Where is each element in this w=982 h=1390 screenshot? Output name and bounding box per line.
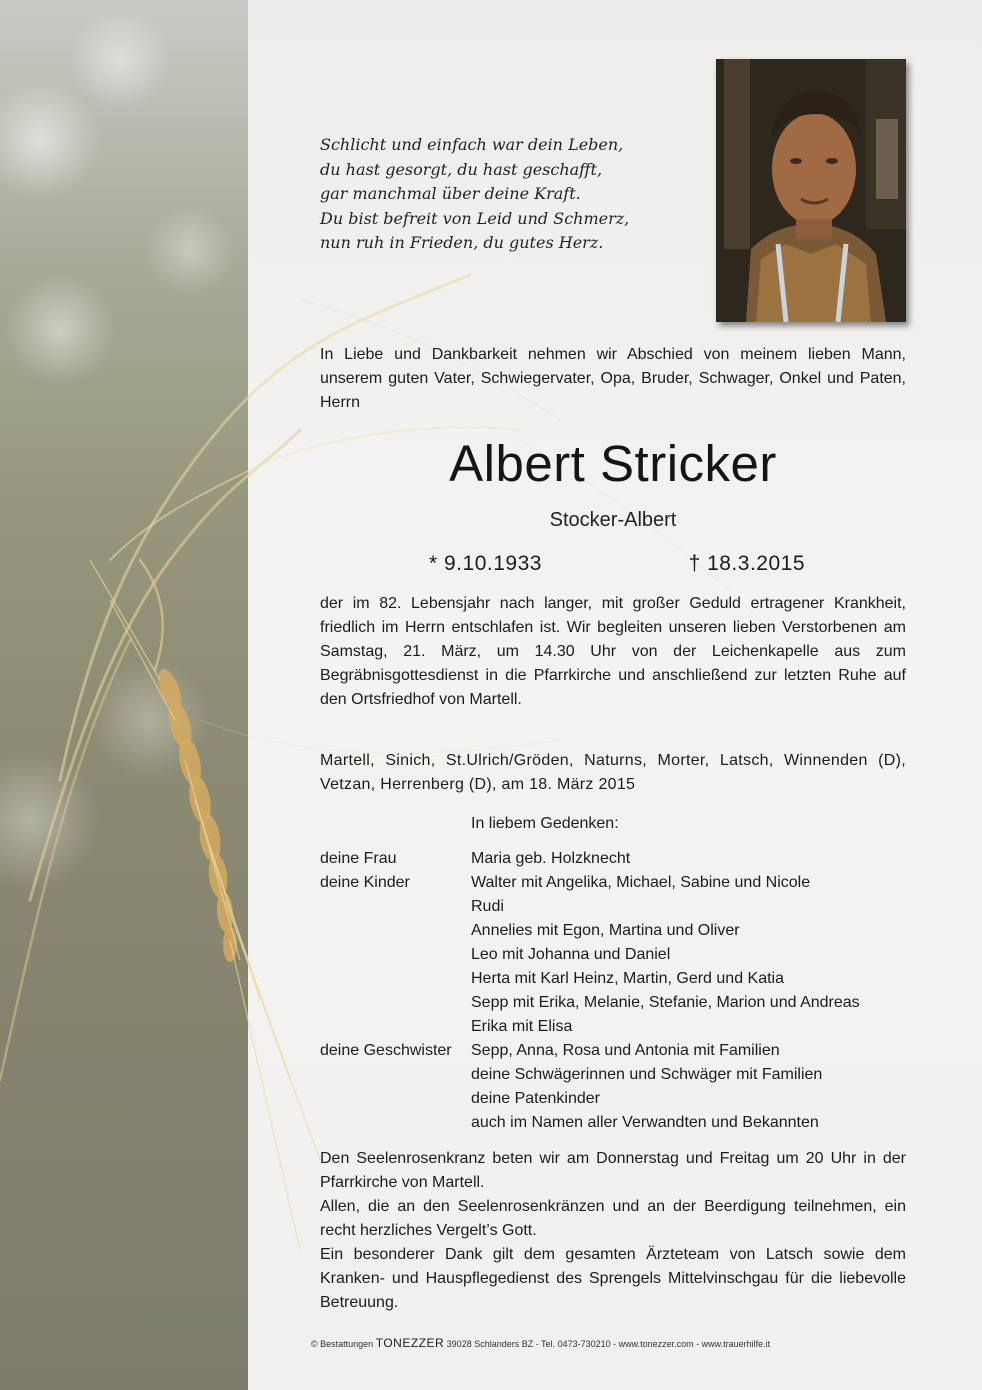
mourner-names: Erika mit Elisa — [471, 1018, 573, 1035]
death-date: † 18.3.2015 — [688, 552, 805, 575]
mourner-names: Rudi — [471, 898, 504, 915]
side-photo-panel — [0, 0, 248, 1390]
mourner-names: Sepp, Anna, Rosa und Antonia mit Familien — [471, 1042, 780, 1059]
mourner-names: Herta mit Karl Heinz, Martin, Gerd und Katia — [471, 970, 785, 987]
mourner-names: deine Patenkinder — [471, 1090, 600, 1107]
intro-paragraph: In Liebe und Dankbarkeit nehmen wir Abschied von meinem lieben Mann, unserem guten Vater, Schwiegervater, Opa, Bruder, Schwager, Onkel und Paten, Herrn — [320, 346, 906, 411]
footer-contact: 39028 Schlanders BZ - Tel. 0473-730210 - www.tonezzer.com - www.trauerhilfe.it — [446, 1339, 771, 1349]
portrait-photo-illustration — [716, 59, 906, 322]
thanks-notice: Allen, die an den Seelenrosenkränzen und an der Beerdigung teilnehmen, ein recht herzliches Vergelt’s Gott. — [320, 1198, 906, 1239]
places-and-date: Martell, Sinich, St.Ulrich/Gröden, Naturns, Morter, Latsch, Winnenden (D), Vetzan, Herrenberg (D), am 18. März 2015 — [320, 752, 906, 793]
rosary-notice: Den Seelenrosenkranz beten wir am Donnerstag und Freitag um 20 Uhr in der Pfarrkirche von Martell. — [320, 1150, 906, 1191]
mourner-role: deine Kinder — [320, 874, 410, 891]
mourner-names: Leo mit Johanna und Daniel — [471, 946, 671, 963]
footer-prefix: © Bestattungen — [311, 1339, 374, 1349]
mourner-row — [320, 1015, 920, 1039]
mourner-row — [320, 871, 920, 895]
mourner-row — [320, 847, 920, 871]
poem-line: nun ruh in Frieden, du gutes Herz. — [320, 233, 604, 252]
in-memory-heading: In liebem Gedenken: — [471, 815, 619, 832]
mourner-names: Walter mit Angelika, Michael, Sabine und Nicole — [471, 874, 811, 891]
memorial-poem — [320, 133, 700, 256]
mourners-list — [320, 847, 920, 1135]
poem-line: du hast gesorgt, du hast geschafft, — [320, 159, 603, 179]
mourner-names: Maria geb. Holzknecht — [471, 850, 631, 867]
life-dates — [425, 548, 805, 582]
mourner-role: deine Frau — [320, 850, 397, 867]
mourner-row — [320, 1039, 920, 1063]
poem-line: gar manchmal über deine Kraft. — [320, 184, 581, 203]
mourner-row — [320, 1063, 920, 1087]
medical-thanks: Ein besonderer Dank gilt dem gesamten Ärzteteam von Latsch sowie dem Kranken- und Hauspflegedienst des Sprengels Mittelvinschgau für die liebevolle Betreuung. — [320, 1246, 906, 1311]
deceased-nickname: Stocker-Albert — [549, 509, 677, 531]
portrait-photo — [716, 59, 906, 322]
mourner-row — [320, 919, 920, 943]
poem-line: Schlicht und einfach war dein Leben, — [320, 135, 624, 154]
closing-notes — [320, 1147, 906, 1315]
funeral-home-brand: TONEZZER — [375, 1336, 445, 1350]
mourner-names: Annelies mit Egon, Martina und Oliver — [471, 922, 740, 939]
funeral-home-footer — [311, 1336, 911, 1351]
mourner-row — [320, 1087, 920, 1111]
mourner-role: deine Geschwister — [320, 1042, 452, 1059]
mourner-row — [320, 967, 920, 991]
funeral-details: der im 82. Lebensjahr nach langer, mit großer Geduld ertragener Krankheit, friedlich im Herrn entschlafen ist. Wir begleiten unseren lieben Verstorbenen am Samstag, 21. März, um 14.30 Uhr von der Leichenkapelle aus zum Begräbnisgottesdienst in die Pfarrkirche und anschließend zur letzten Ruhe auf den Ortsfriedhof von Martell. — [320, 595, 906, 708]
deceased-name: Albert Stricker — [449, 435, 777, 492]
mourner-names: Sepp mit Erika, Melanie, Stefanie, Marion und Andreas — [471, 994, 860, 1011]
poem-line: Du bist befreit von Leid und Schmerz, — [320, 208, 630, 228]
mourner-row — [320, 991, 920, 1015]
birth-date: * 9.10.1933 — [429, 552, 542, 575]
mourner-row — [320, 895, 920, 919]
mourner-names: deine Schwägerinnen und Schwäger mit Familien — [471, 1066, 823, 1083]
mourner-names: auch im Namen aller Verwandten und Bekannten — [471, 1114, 819, 1131]
mourner-row — [320, 943, 920, 967]
mourner-row — [320, 1111, 920, 1135]
